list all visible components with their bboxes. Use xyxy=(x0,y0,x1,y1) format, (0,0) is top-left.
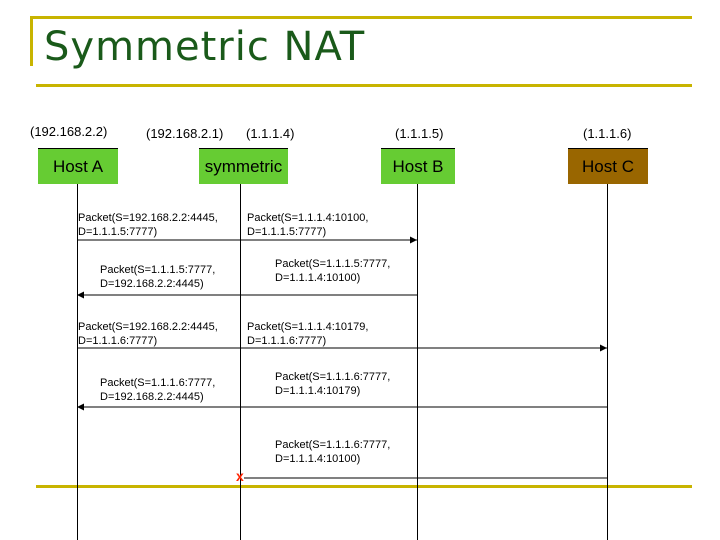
node-host-a: Host A xyxy=(38,148,118,184)
msg-3-external: Packet(S=1.1.1.4:10179, D=1.1.1.6:7777) xyxy=(247,321,369,347)
packet-dropped-mark: x xyxy=(236,468,244,484)
msg-4-external: Packet(S=1.1.1.6:7777, D=1.1.1.4:10179) xyxy=(275,371,391,397)
ip-host-b: (1.1.1.5) xyxy=(395,126,444,141)
msg-2-internal: Packet(S=1.1.1.5:7777, D=192.168.2.2:4445) xyxy=(100,264,216,290)
ip-nat-internal: (192.168.2.1) xyxy=(146,126,224,141)
node-host-c: Host C xyxy=(568,148,648,184)
msg-1-external: Packet(S=1.1.1.4:10100, D=1.1.1.5:7777) xyxy=(247,212,369,238)
ip-nat-external: (1.1.1.4) xyxy=(246,126,295,141)
ip-host-c: (1.1.1.6) xyxy=(583,126,632,141)
msg-2-external: Packet(S=1.1.1.5:7777, D=1.1.1.4:10100) xyxy=(275,258,391,284)
msg-4-internal: Packet(S=1.1.1.6:7777, D=192.168.2.2:4445) xyxy=(100,377,216,403)
msg-3-internal: Packet(S=192.168.2.2:4445, D=1.1.1.6:7777) xyxy=(78,321,218,347)
node-symmetric-nat: symmetric xyxy=(199,148,288,184)
node-host-b: Host B xyxy=(381,148,455,184)
msg-1-internal: Packet(S=192.168.2.2:4445, D=1.1.1.5:7777) xyxy=(78,212,218,238)
ip-host-a: (192.168.2.2) xyxy=(30,124,108,139)
msg-5-external: Packet(S=1.1.1.6:7777, D=1.1.1.4:10100) xyxy=(275,439,391,465)
page-title: Symmetric NAT xyxy=(44,24,366,70)
